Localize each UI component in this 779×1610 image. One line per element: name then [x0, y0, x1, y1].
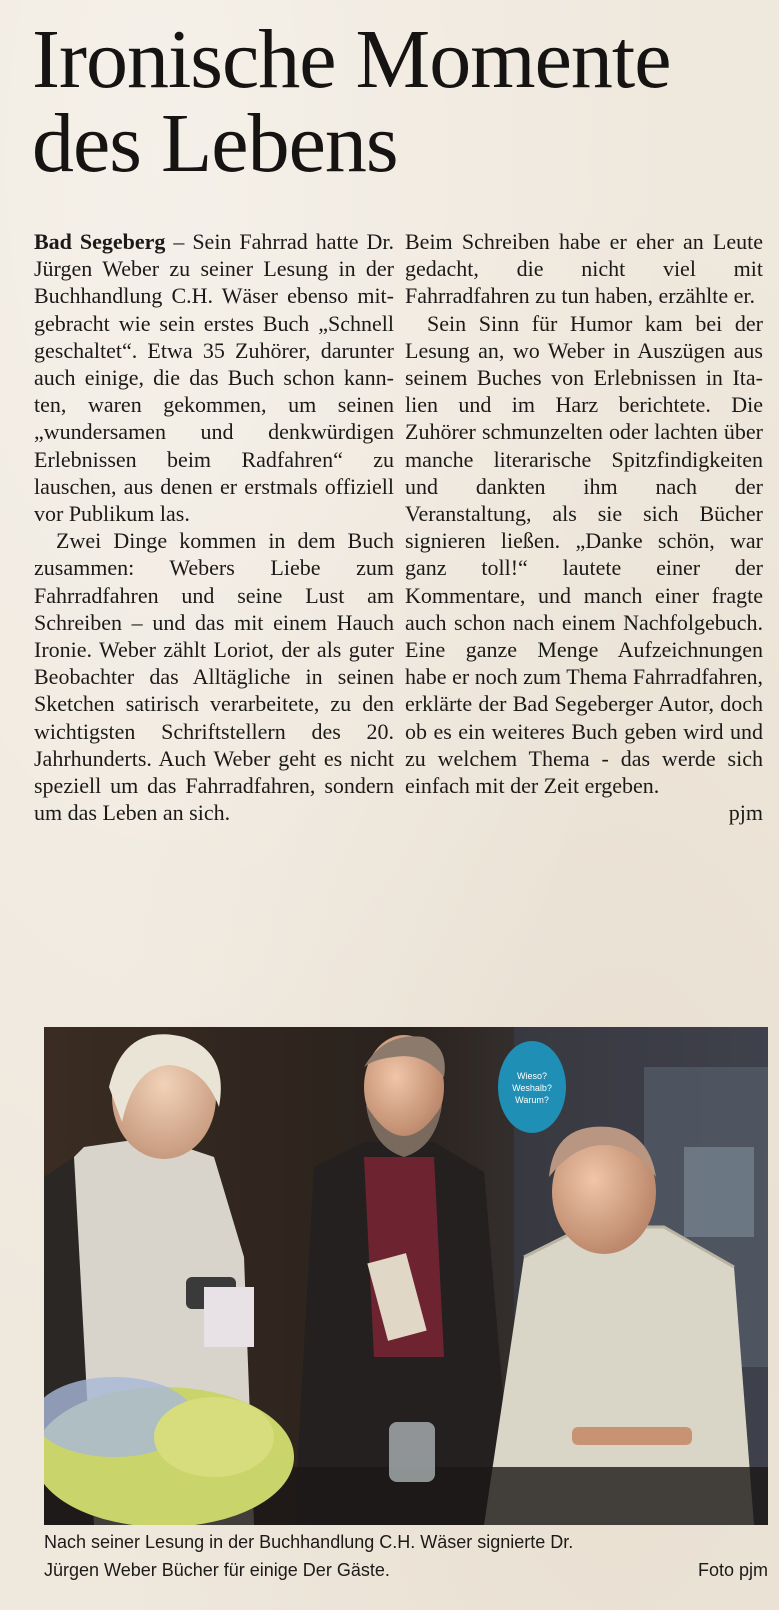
- caption-line-2: Jürgen Weber Bücher für einige Der Gäste.: [44, 1560, 390, 1580]
- paragraph-1: [34, 228, 394, 527]
- caption-line-2-row: [44, 1556, 768, 1584]
- dateline: Bad Segeberg: [34, 229, 166, 254]
- article-column-right: [405, 228, 763, 826]
- caption-line-1: Nach seiner Lesung in der Buchhandlung C.H. Wäser signierte Dr.: [44, 1532, 574, 1552]
- paragraph-1-text: – Sein Fahrrad hatte Dr. Jürgen Weber zu seiner Lesung in der Buchhandlung C.H. Wäser ebenso mitgebracht wie sein erstes Buch „Schnell geschaltet“. Etwa 35 Zuhörer, darunter auch einige, die das Buch schon kannten, waren gekommen, um seinen „wundersamen und denkwürdigen Erlebnissen beim Radfahren“ zu lauschen, aus denen er erstmals offiziell vor Publikum las.: [34, 229, 394, 527]
- paragraph-2: Zwei Dinge kommen in dem Buch zusammen: Webers Liebe zum Fahrradfahren und seine Lust am Schreiben – und das mit einem Hauch Ironie. Weber zählt Loriot, der als guter Beobachter das Alltägliche in seinen Sketchen satirisch verarbeitete, zu den wichtigsten Schriftstellern des 20. Jahrhunderts. Auch Weber geht es nicht speziell um das Fahrradfahren, sondern um das Leben an sich.: [34, 528, 394, 826]
- question-sign: [498, 1041, 566, 1133]
- photo-illustration: [44, 1027, 768, 1525]
- photo-credit: Foto pjm: [697, 1560, 768, 1580]
- paragraph-3: Beim Schreiben habe er eher an Leute gedacht, die nicht viel mit Fahrradfahren zu tun haben, erzählte er.: [405, 229, 763, 309]
- sign-line-1: Wieso?: [516, 1071, 548, 1081]
- headline-line-1: Ironische Momente: [32, 13, 671, 106]
- photo-caption: [44, 1528, 768, 1584]
- water-glass: [389, 1422, 435, 1482]
- author-signature: pjm: [728, 800, 763, 826]
- headline-line-2: des Lebens: [32, 97, 398, 190]
- sign-line-2: Weshalb?: [512, 1083, 552, 1093]
- article-headline: [32, 13, 752, 190]
- article-photo: [44, 1027, 768, 1525]
- article-column-left: [34, 228, 394, 826]
- sign-line-3: Warum?: [515, 1095, 549, 1105]
- paragraph-4: Sein Sinn für Humor kam bei der Lesung an, wo Weber in Auszügen aus seinem Buches von Erlebnissen in Italien und im Harz berichtete. Die Zuhörer schmunzelten oder lachten über manche literarische Spitzfindigkeiten und dankten ihm nach der Veranstaltung, als sie sich Bücher signieren ließen. „Danke schön, war ganz toll!“ lautete einer der Kommentare, und manch einer fragte auch schon nach einem Nachfolgebuch. Eine ganze Menge Aufzeichnungen habe er noch zum Thema Fahrradfahren, erklärte der Bad Segeberger Autor, doch ob es ein weiteres Buch geben wird und zu welchem Thema - das werde sich einfach mit der Zeit ergeben.: [405, 310, 763, 799]
